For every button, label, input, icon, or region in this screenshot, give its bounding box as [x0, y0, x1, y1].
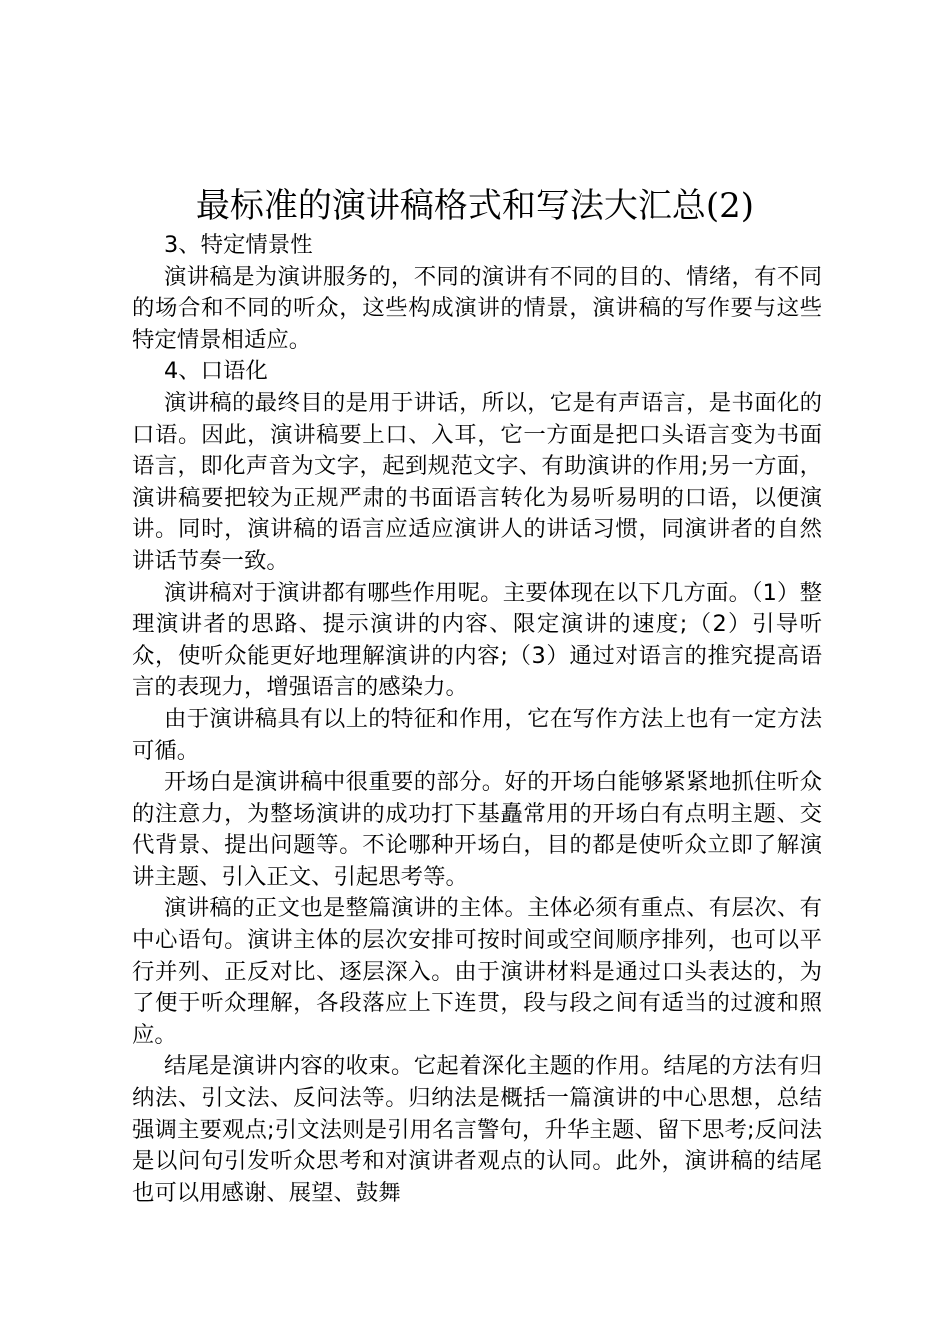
document-body — [132, 230, 822, 1209]
paragraph: 演讲稿对于演讲都有哪些作用呢。主要体现在以下几方面。（1）整理演讲者的思路、提示演讲的内容、限定演讲的速度;（2）引导听众，使听众能更好地理解演讲的内容;（3）通过对语言的推究提高语言的表现力，增强语言的感染力。 — [132, 579, 822, 701]
paragraph: 演讲稿的正文也是整篇演讲的主体。主体必须有重点、有层次、有中心语句。演讲主体的层次安排可按时间或空间顺序排列，也可以平行并列、正反对比、逐层深入。由于演讲材料是通过口头表达的，为了便于听众理解，各段落应上下连贯，段与段之间有适当的过渡和照应。 — [132, 895, 822, 1048]
paragraph-heading-4: 4、口语化 — [164, 358, 268, 385]
paragraph: 由于演讲稿具有以上的特征和作用，它在写作方法上也有一定方法可循。 — [132, 705, 822, 764]
paragraph: 演讲稿是为演讲服务的，不同的演讲有不同的目的、情绪，有不同的场合和不同的听众，这些构成演讲的情景，演讲稿的写作要与这些特定情景相适应。 — [132, 263, 822, 353]
paragraph: 演讲稿的最终目的是用于讲话，所以，它是有声语言，是书面化的口语。因此，演讲稿要上口、入耳，它一方面是把口头语言变为书面语言，即化声音为文字，起到规范文字、有助演讲的作用;另一方面，演讲稿要把较为正规严肃的书面语言转化为易听易明的口语，以便演讲。同时，演讲稿的语言应适应演讲人的讲话习惯，同演讲者的自然讲话节奏一致。 — [132, 389, 822, 574]
document-title: 最标准的演讲稿格式和写法大汇总(2) — [195, 186, 755, 226]
paragraph-heading-3: 3、特定情景性 — [164, 232, 313, 258]
paragraph: 结尾是演讲内容的收束。它起着深化主题的作用。结尾的方法有归纳法、引文法、反问法等。归纳法是概括一篇演讲的中心思想，总结强调主要观点;引文法则是引用名言警句，升华主题、留下思考;反问法是以问句引发听众思考和对演讲者观点的认同。此外，演讲稿的结尾也可以用感谢、展望、鼓舞 — [132, 1053, 822, 1206]
paragraph: 开场白是演讲稿中很重要的部分。好的开场白能够紧紧地抓住听众的注意力，为整场演讲的成功打下基矗常用的开场白有点明主题、交代背景、提出问题等。不论哪种开场白，目的都是使听众立即了解演讲主题、引入正文、引起思考等。 — [132, 769, 822, 890]
